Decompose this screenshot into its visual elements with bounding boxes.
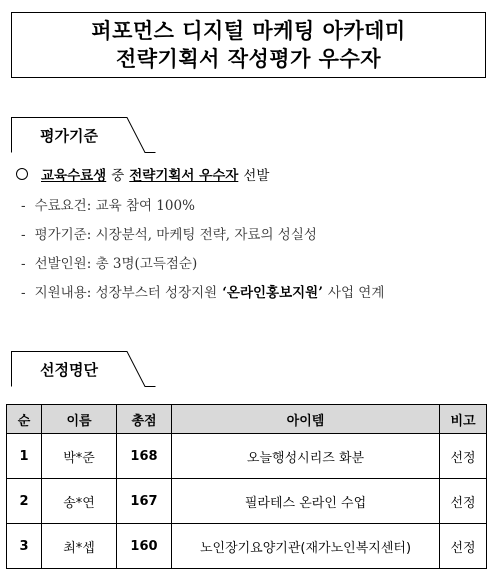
section-tab-list	[11, 351, 156, 387]
table-row	[7, 524, 487, 569]
cell-rank: 1	[7, 434, 42, 479]
winners-table	[6, 404, 487, 569]
cell-item: 노인장기요양기관(재가노인복지센터)	[172, 524, 440, 569]
criteria-item-support	[15, 272, 485, 301]
section-tab-criteria	[11, 117, 156, 153]
criteria-item-text: 선발인원: 총 3명(고득점순)	[34, 256, 198, 272]
criteria-target: 교육수료생	[41, 168, 107, 184]
criteria-item	[15, 185, 485, 214]
support-prefix: 지원내용: 성장부스터 성장지원	[34, 285, 218, 301]
hollow-circle-bullet-icon	[16, 168, 28, 180]
document-title-line-2: 전략기획서 작성평가 우수자	[115, 47, 382, 71]
cell-name: 박*준	[42, 434, 117, 479]
document-title-line-1: 퍼포먼스 디지털 마케팅 아카데미	[91, 19, 406, 43]
cell-note: 선정	[440, 479, 487, 524]
header-score: 총점	[117, 405, 172, 434]
criteria-selection: 전략기획서 우수자	[129, 168, 239, 184]
dash-bullet: -	[21, 227, 26, 243]
cell-item: 오늘행성시리즈 화분	[172, 434, 440, 479]
criteria-item-text: 평가기준: 시장분석, 마케팅 전략, 자료의 성실성	[34, 227, 317, 243]
cell-score: 160	[117, 524, 172, 569]
table-row	[7, 434, 487, 479]
table-row	[7, 479, 487, 524]
header-name: 이름	[42, 405, 117, 434]
header-rank: 순	[7, 405, 42, 434]
dash-bullet: -	[21, 285, 26, 301]
criteria-item	[15, 243, 485, 272]
header-note: 비고	[440, 405, 487, 434]
criteria-main-line	[15, 163, 485, 185]
dash-bullet: -	[21, 256, 26, 272]
cell-score: 167	[117, 479, 172, 524]
cell-score: 168	[117, 434, 172, 479]
cell-rank: 3	[7, 524, 42, 569]
criteria-connector: 중	[111, 168, 125, 184]
cell-rank: 2	[7, 479, 42, 524]
criteria-action: 선발	[243, 168, 270, 184]
document-title-box	[11, 12, 486, 78]
cell-name: 송*연	[42, 479, 117, 524]
section-title-list: 선정명단	[40, 360, 98, 379]
criteria-item	[15, 214, 485, 243]
header-item: 아이템	[172, 405, 440, 434]
cell-item: 필라테스 온라인 수업	[172, 479, 440, 524]
dash-bullet: -	[21, 198, 26, 214]
cell-note: 선정	[440, 434, 487, 479]
criteria-section	[15, 163, 485, 301]
criteria-item-text: 수료요건: 교육 참여 100%	[34, 198, 195, 214]
support-suffix: 사업 연계	[327, 285, 385, 301]
support-program-name: ‘온라인홍보지원’	[222, 285, 323, 301]
cell-name: 최*셉	[42, 524, 117, 569]
section-title-criteria: 평가기준	[40, 126, 98, 145]
table-header-row	[7, 405, 487, 434]
cell-note: 선정	[440, 524, 487, 569]
